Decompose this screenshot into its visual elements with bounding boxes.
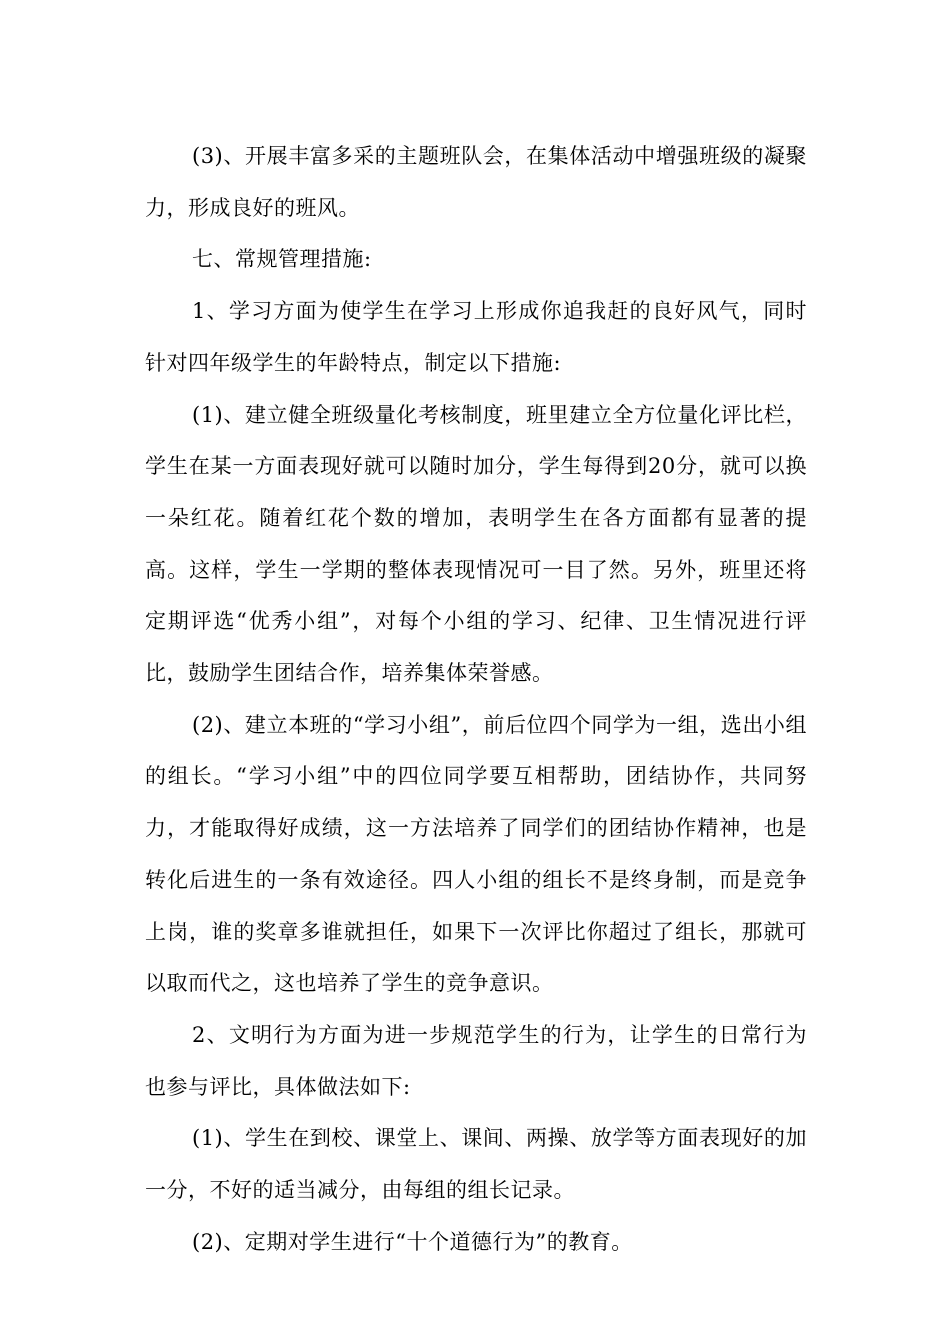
paragraph-study-aspect: 1、学习方面为使学生在学习上形成你追我赶的良好风气，同时针对四年级学生的年龄特点，制定以下措施:: [145, 299, 807, 375]
paragraph-civilized-behavior: 2、文明行为方面为进一步规范学生的行为，让学生的日常行为也参与评比，具体做法如下:: [145, 1022, 807, 1099]
paragraph-moral-education: (2)、定期对学生进行“十个道德行为”的教育。: [192, 1229, 633, 1254]
document-body: [145, 131, 807, 1268]
paragraph-quantified-assessment: (1)、建立健全班级量化考核制度，班里建立全方位量化评比栏，学生在某一方面表现好就可以随时加分，学生每得到20分，就可以换一朵红花。随着红花个数的增加，表明学生在各方面都有显著的提高。这样，学生一学期的整体表现情况可一目了然。另外，班里还将定期评选“优秀小组”，对每个小组的学习、纪律、卫生情况进行评比，鼓励学生团结合作，培养集体荣誉感。: [145, 402, 807, 686]
paragraph-class-meeting: (3)、开展丰富多采的主题班队会，在集体活动中增强班级的凝聚力，形成良好的班风。: [145, 144, 807, 220]
paragraph-behavior-scoring: (1)、学生在到校、课堂上、课间、两操、放学等方面表现好的加一分，不好的适当减分，由每组的组长记录。: [145, 1126, 807, 1203]
heading-routine-management: 七、常规管理措施:: [192, 247, 372, 272]
paragraph-study-groups: (2)、建立本班的“学习小组”，前后位四个同学为一组，选出小组的组长。“学习小组”中的四位同学要互相帮助，团结协作，共同努力，才能取得好成绩，这一方法培养了同学们的团结协作精神，也是转化后进生的一条有效途径。四人小组的组长不是终身制，而是竞争上岗，谁的奖章多谁就担任，如果下一次评比你超过了组长，那就可以取而代之，这也培养了学生的竞争意识。: [145, 712, 807, 996]
